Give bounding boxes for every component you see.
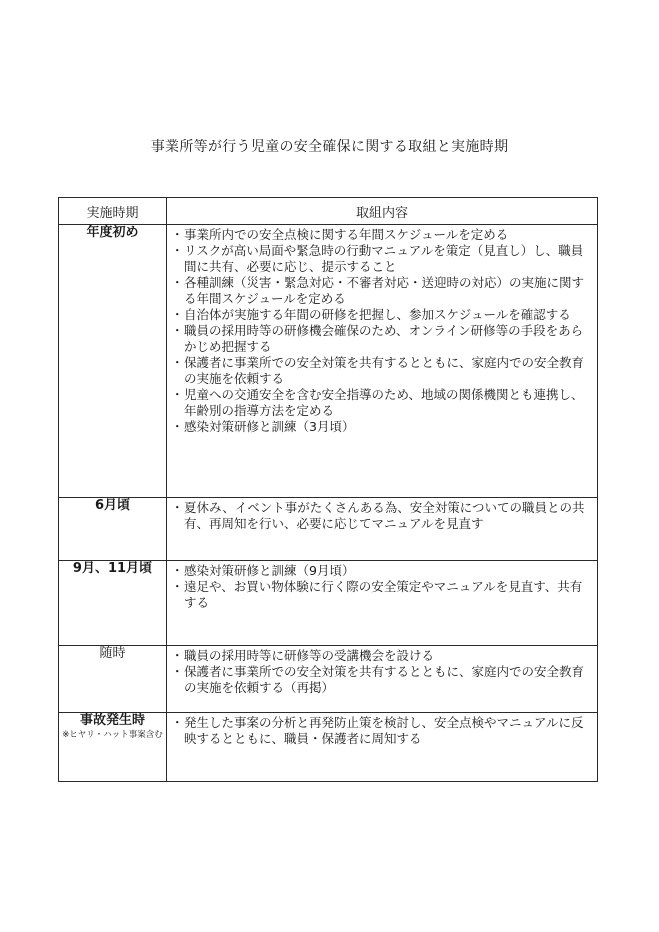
period-label: 9月、11月頃 bbox=[72, 561, 153, 576]
period-label: 年度初め bbox=[86, 225, 139, 240]
list-item: ・ 自治体が実施する年間の研修を把握し、参加スケジュールを確認する bbox=[171, 307, 593, 323]
table-row bbox=[59, 225, 598, 498]
item-list bbox=[167, 225, 597, 435]
period-label: 事故発生時 bbox=[79, 713, 145, 728]
period-cell bbox=[59, 498, 167, 561]
period-label: 随時 bbox=[99, 646, 126, 661]
period-cell bbox=[59, 713, 167, 782]
period-note: ※ヒヤリ・ハット事案含む bbox=[62, 730, 163, 740]
list-item: ・ リスクが高い局面や緊急時の行動マニュアルを策定（見直し）し、職員間に共有、必要に応じ、提示すること bbox=[171, 243, 593, 275]
list-item: ・ 発生した事案の分析と再発防止策を検討し、安全点検やマニュアルに反映するとともに、職員・保護者に周知する bbox=[171, 715, 593, 747]
content-cell bbox=[167, 646, 598, 713]
table-row bbox=[59, 713, 598, 782]
list-item: ・ 保護者に事業所での安全対策を共有するとともに、家庭内での安全教育の実施を依頼する（再掲） bbox=[171, 664, 593, 696]
table-row bbox=[59, 561, 598, 646]
list-item: ・ 児童への交通安全を含む安全指導のため、地域の関係機関とも連携し、年齢別の指導方法を定める bbox=[171, 387, 593, 419]
period-cell bbox=[59, 646, 167, 713]
list-item: ・ 保護者に事業所での安全対策を共有するとともに、家庭内での安全教育の実施を依頼する bbox=[171, 355, 593, 387]
content-cell bbox=[167, 225, 598, 498]
period-cell bbox=[59, 561, 167, 646]
list-item: ・ 遠足や、お買い物体験に行く際の安全策定やマニュアルを見直す、共有する bbox=[171, 579, 593, 611]
content-cell bbox=[167, 561, 598, 646]
header-content: 取組内容 bbox=[167, 198, 598, 225]
list-item: ・ 職員の採用時等に研修等の受講機会を設ける bbox=[171, 648, 593, 664]
list-item: ・ 事業所内での安全点検に関する年間スケジュールを定める bbox=[171, 227, 593, 243]
table-row bbox=[59, 498, 598, 561]
period-cell bbox=[59, 225, 167, 498]
item-list bbox=[167, 498, 597, 532]
item-list bbox=[167, 713, 597, 747]
schedule-table bbox=[58, 197, 598, 782]
table-header-row bbox=[59, 198, 598, 225]
content-cell bbox=[167, 498, 598, 561]
header-period: 実施時期 bbox=[59, 198, 167, 225]
list-item: ・ 各種訓練（災害・緊急対応・不審者対応・送迎時の対応）の実施に関する年間スケジュールを定める bbox=[171, 275, 593, 307]
content-cell bbox=[167, 713, 598, 782]
table-row bbox=[59, 646, 598, 713]
list-item: ・ 感染対策研修と訓練（3月頃） bbox=[171, 419, 593, 435]
item-list bbox=[167, 561, 597, 611]
list-item: ・ 夏休み、イベント事がたくさんある為、安全対策についての職員との共有、再周知を行い、必要に応じてマニュアルを見直す bbox=[171, 500, 593, 532]
list-item: ・ 職員の採用時等の研修機会確保のため、オンライン研修等の手段をあらかじめ把握する bbox=[171, 323, 593, 355]
period-label: 6月頃 bbox=[94, 498, 131, 513]
document-title: 事業所等が行う児童の安全確保に関する取組と実施時期 bbox=[150, 139, 509, 155]
item-list bbox=[167, 646, 597, 696]
list-item: ・ 感染対策研修と訓練（9月頃） bbox=[171, 563, 593, 579]
